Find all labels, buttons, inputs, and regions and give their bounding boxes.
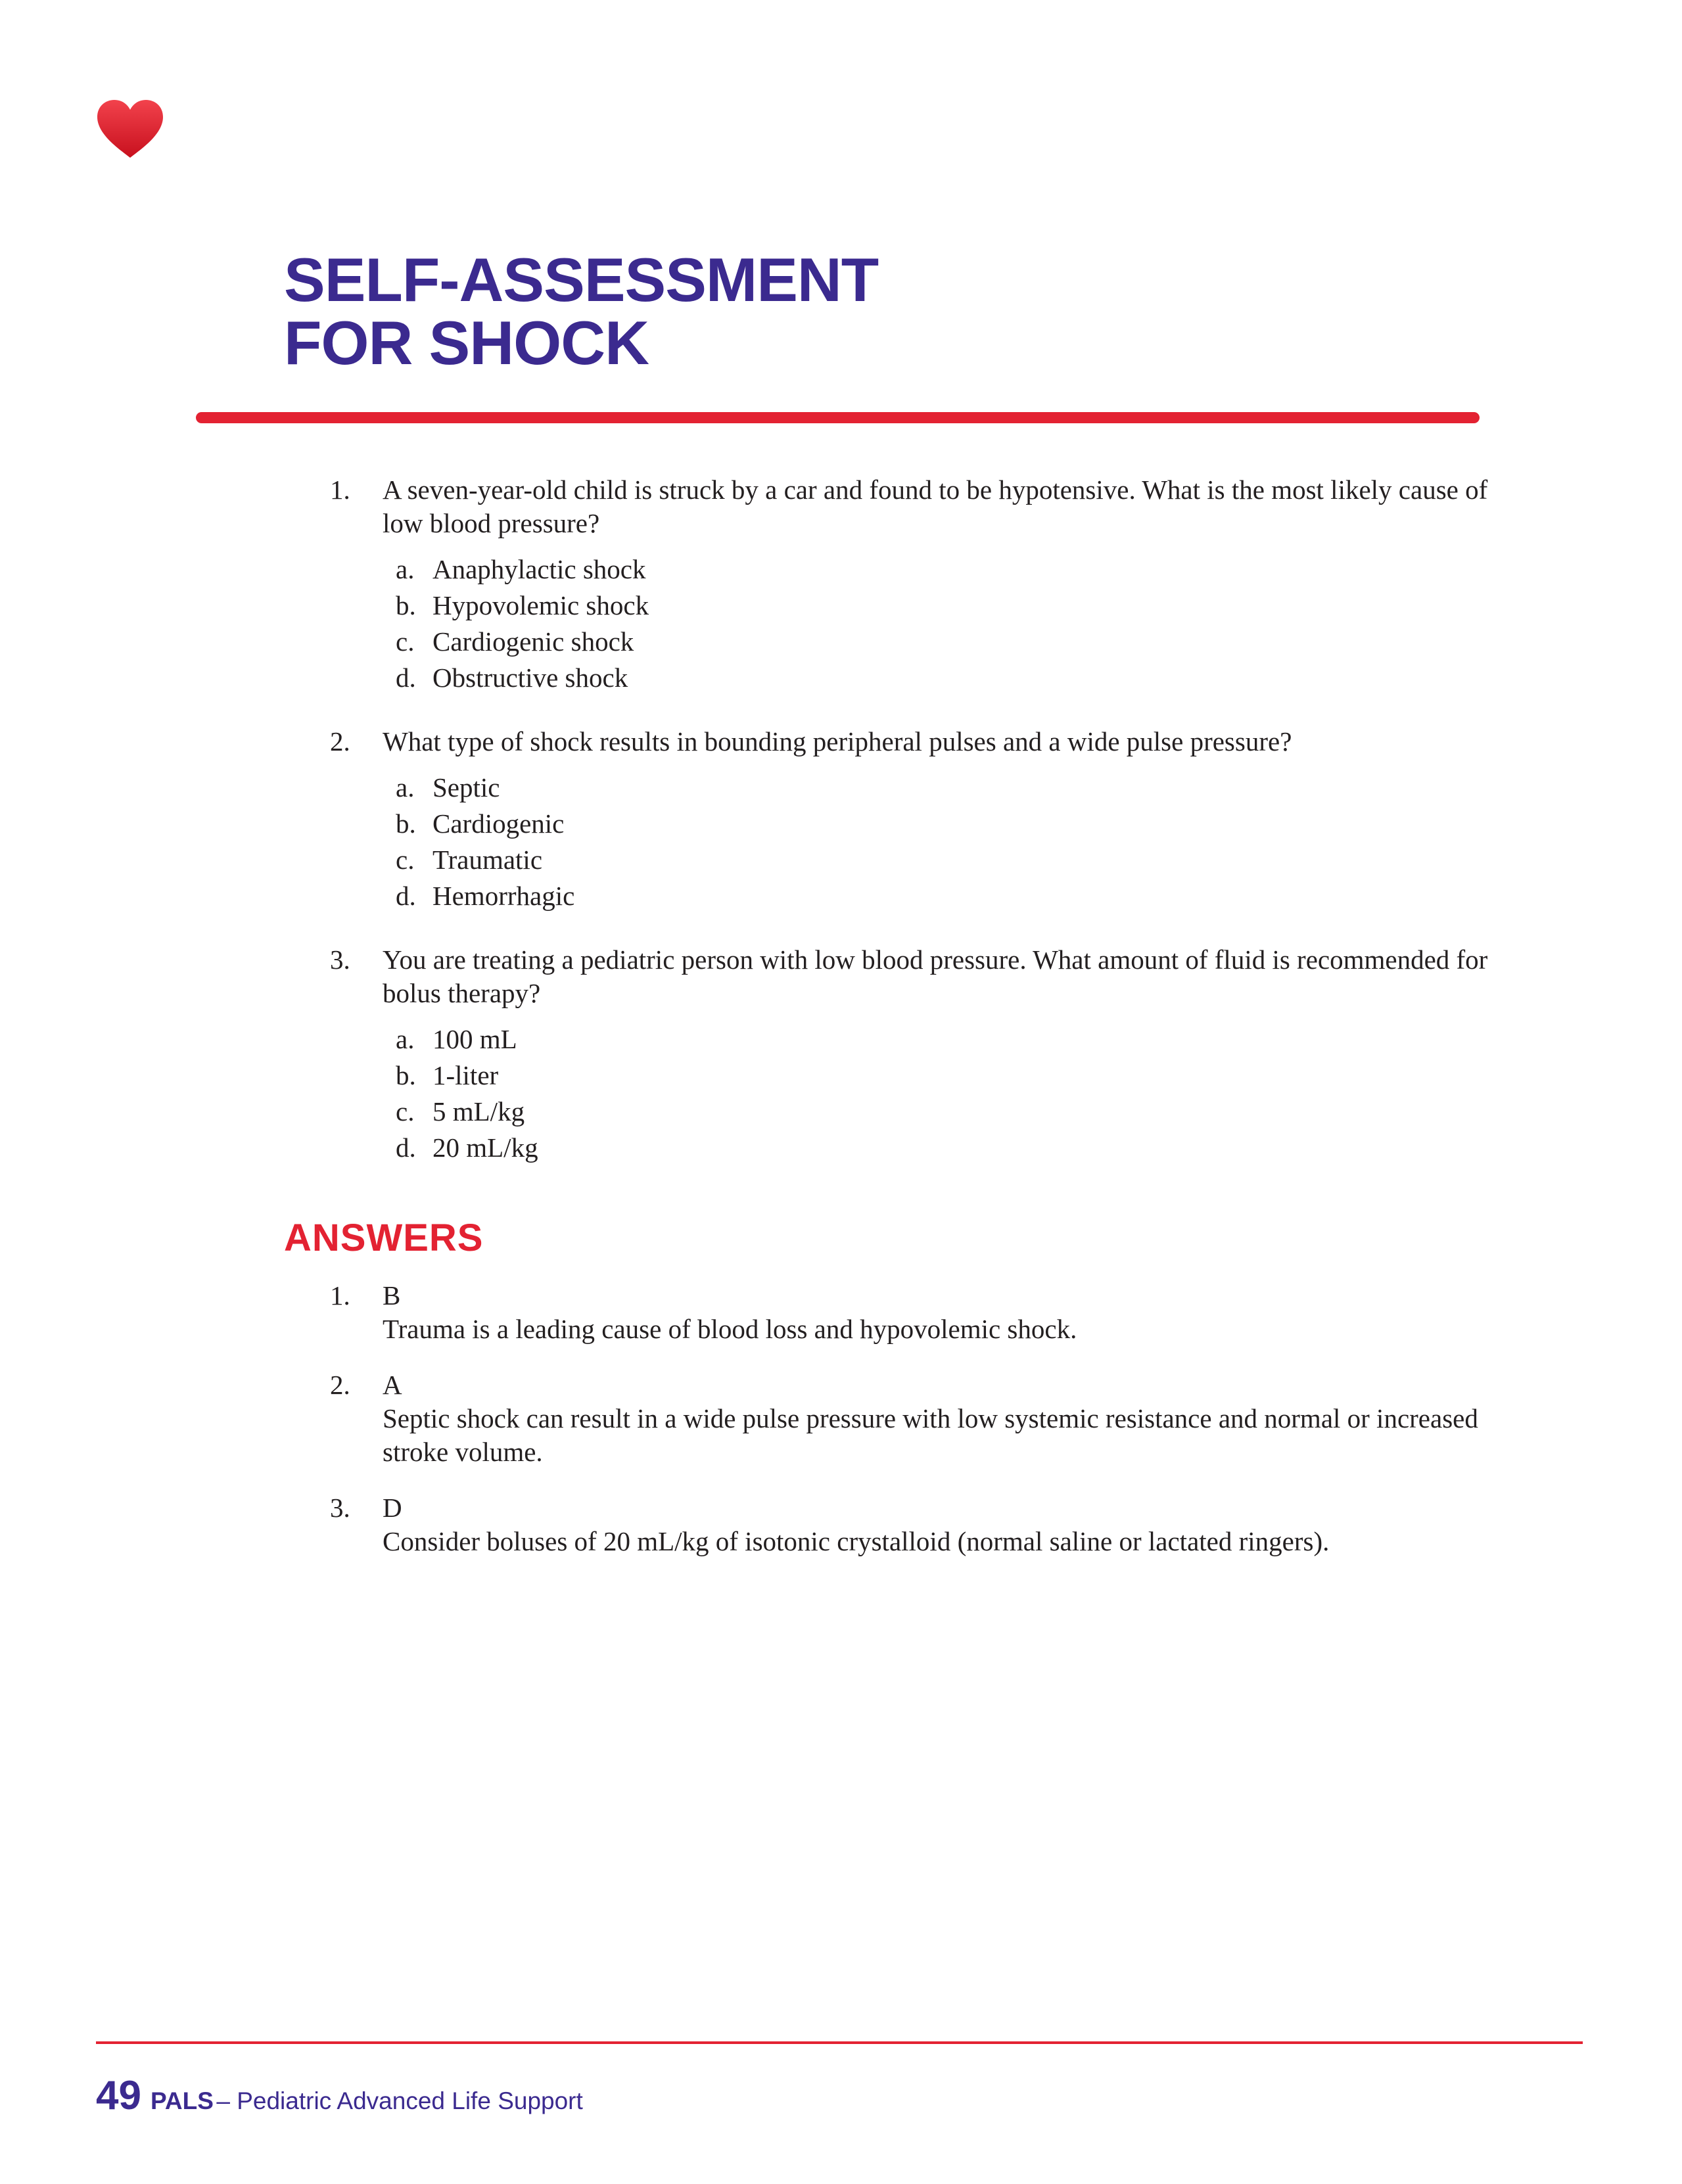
option-list xyxy=(383,1021,1500,1166)
page-title xyxy=(284,245,879,377)
option-text: Septic xyxy=(432,772,500,802)
answer-letter: A xyxy=(383,1370,402,1400)
option-item xyxy=(383,878,1500,914)
option-text: 5 mL/kg xyxy=(432,1096,525,1127)
question-number: 3. xyxy=(330,944,350,975)
answer-letter: B xyxy=(383,1280,401,1311)
option-item xyxy=(383,770,1500,806)
option-item xyxy=(383,624,1500,660)
option-item xyxy=(383,660,1500,696)
question-text: You are treating a pediatric person with low blood pressure. What amount of fluid is recommended for bolus therapy? xyxy=(383,944,1488,1008)
option-letter: c. xyxy=(396,626,415,657)
option-text: Traumatic xyxy=(432,845,543,875)
answer-explanation: Trauma is a leading cause of blood loss and hypovolemic shock. xyxy=(383,1314,1077,1344)
question-text: A seven-year-old child is struck by a car and found to be hypotensive. What is the most likely cause of low blood pressure? xyxy=(383,475,1488,538)
option-text: Obstructive shock xyxy=(432,662,628,693)
option-item xyxy=(383,1021,1500,1057)
option-letter: a. xyxy=(396,1024,415,1054)
option-item xyxy=(383,806,1500,842)
option-text: Cardiogenic xyxy=(432,808,565,839)
option-letter: b. xyxy=(396,590,416,620)
footer-subtitle: – Pediatric Advanced Life Support xyxy=(216,2087,583,2114)
title-line-2: FOR SHOCK xyxy=(284,308,649,377)
option-letter: a. xyxy=(396,554,415,584)
answers-heading: ANSWERS xyxy=(284,1217,484,1259)
option-letter: b. xyxy=(396,808,416,839)
answer-1 xyxy=(0,1279,1500,1346)
option-letter: d. xyxy=(396,881,416,911)
title-line-1: SELF-ASSESSMENT xyxy=(284,245,879,314)
footer-divider xyxy=(96,2041,1583,2044)
option-letter: d. xyxy=(396,1132,416,1163)
answer-3 xyxy=(0,1491,1500,1558)
heart-icon xyxy=(96,99,164,159)
option-item xyxy=(383,551,1500,588)
question-list xyxy=(0,473,1682,1166)
option-letter: a. xyxy=(396,772,415,802)
answer-explanation: Consider boluses of 20 mL/kg of isotonic crystalloid (normal saline or lactated ringers). xyxy=(383,1526,1330,1556)
option-item xyxy=(383,1130,1500,1166)
footer-brand: PALS xyxy=(150,2087,214,2114)
option-item xyxy=(383,842,1500,878)
option-list xyxy=(383,770,1500,914)
answer-2 xyxy=(0,1368,1500,1469)
answer-list xyxy=(0,1279,1682,1581)
answer-number: 3. xyxy=(330,1493,350,1523)
option-text: Hypovolemic shock xyxy=(432,590,649,620)
question-1 xyxy=(0,473,1500,696)
question-number: 2. xyxy=(330,726,350,756)
option-item xyxy=(383,1057,1500,1094)
option-text: 1-liter xyxy=(432,1060,499,1090)
question-text: What type of shock results in bounding peripheral pulses and a wide pulse pressure? xyxy=(383,726,1292,756)
option-letter: d. xyxy=(396,662,416,693)
option-letter: c. xyxy=(396,845,415,875)
option-text: Cardiogenic shock xyxy=(432,626,634,657)
option-text: 20 mL/kg xyxy=(432,1132,538,1163)
answer-letter: D xyxy=(383,1493,402,1523)
option-text: Hemorrhagic xyxy=(432,881,575,911)
question-2 xyxy=(0,725,1500,914)
option-letter: b. xyxy=(396,1060,416,1090)
footer xyxy=(96,2072,583,2119)
page-number: 49 xyxy=(96,2073,141,2118)
question-number: 1. xyxy=(330,475,350,505)
option-letter: c. xyxy=(396,1096,415,1127)
question-3 xyxy=(0,943,1500,1166)
option-list xyxy=(383,551,1500,696)
option-text: Anaphylactic shock xyxy=(432,554,646,584)
answer-number: 2. xyxy=(330,1370,350,1400)
answer-explanation: Septic shock can result in a wide pulse pressure with low systemic resistance and normal or increased stroke volume. xyxy=(383,1403,1478,1467)
option-text: 100 mL xyxy=(432,1024,517,1054)
answer-number: 1. xyxy=(330,1280,350,1311)
title-divider xyxy=(196,412,1480,423)
option-item xyxy=(383,588,1500,624)
option-item xyxy=(383,1094,1500,1130)
